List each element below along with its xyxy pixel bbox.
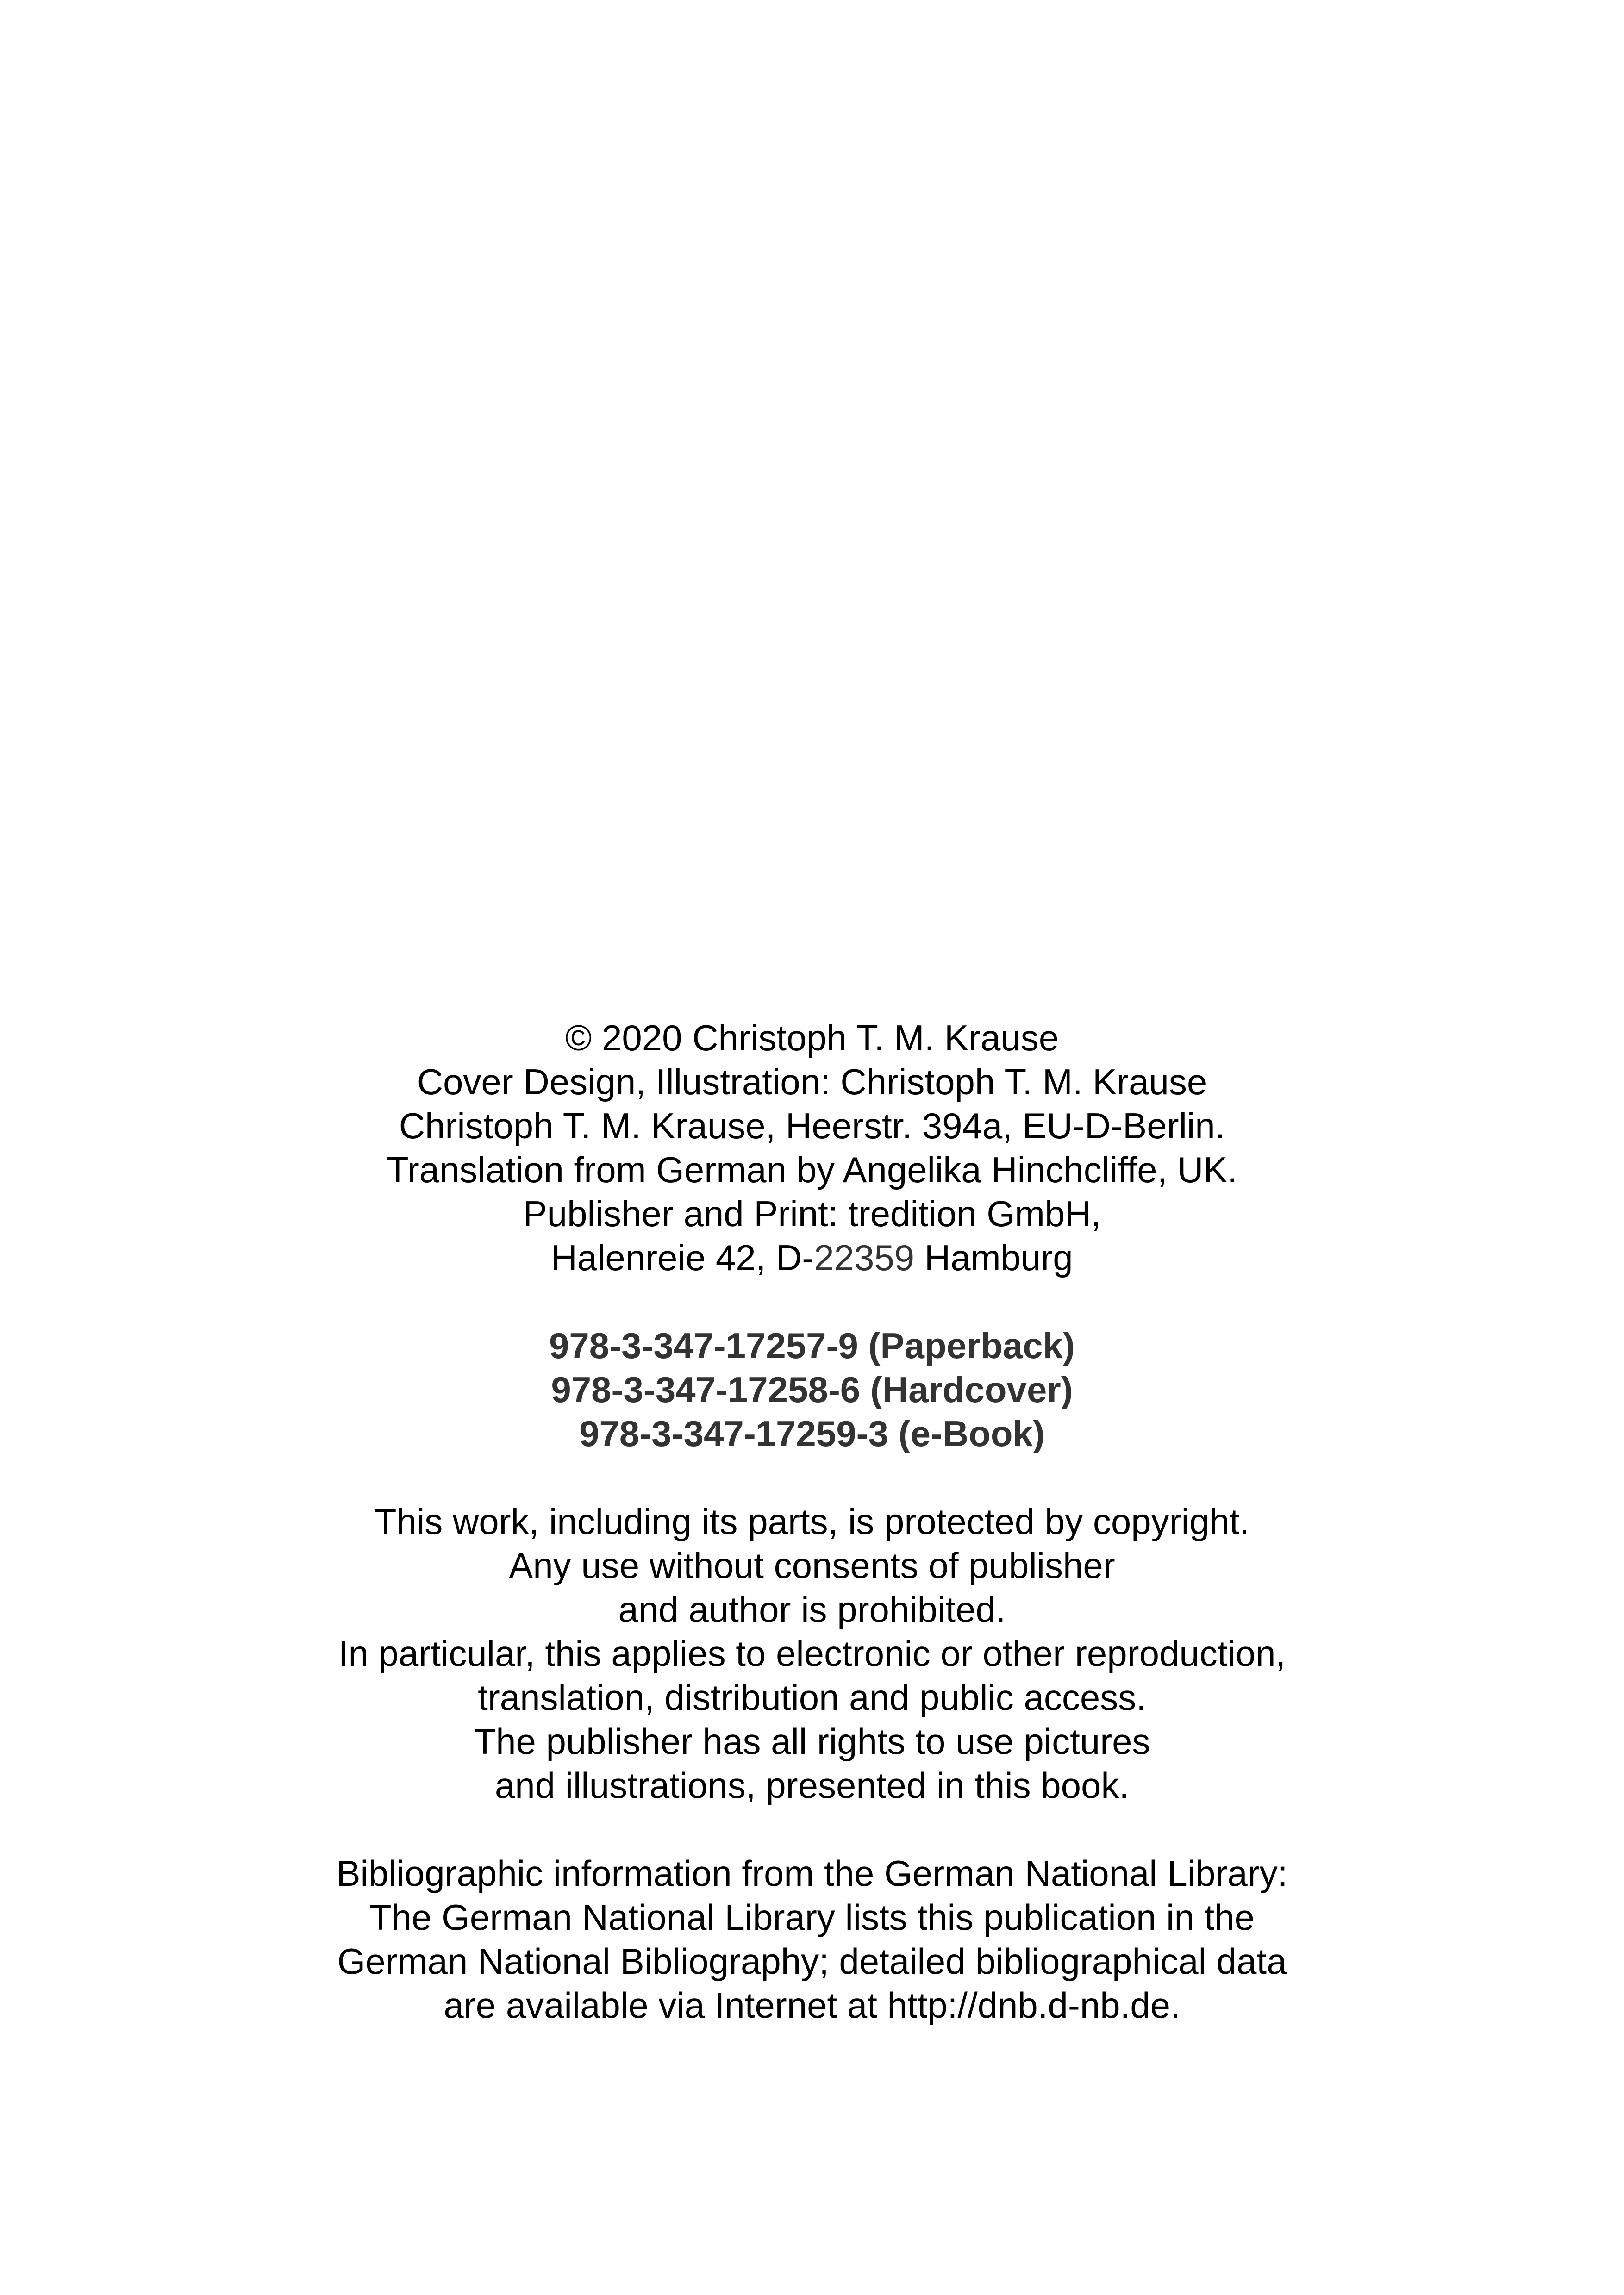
isbn-ebook: 978-3-347-17259-3 (e-Book)	[579, 1413, 1045, 1454]
rights-line: and author is prohibited.	[618, 1589, 1006, 1630]
author-address-line: Christoph T. M. Krause, Heerstr. 394a, EU-D-Berlin.	[399, 1105, 1225, 1146]
rights-line: Any use without consents of publisher	[509, 1545, 1115, 1586]
bibliographic-line: are available via Internet at http://dnb.d-nb.de.	[443, 1985, 1181, 2026]
rights-line: The publisher has all rights to use pictures	[474, 1721, 1150, 1762]
cover-design-line: Cover Design, Illustration: Christoph T. M. Krause	[417, 1061, 1207, 1102]
imprint-block	[0, 1016, 1624, 2027]
rights-line: and illustrations, presented in this book.	[494, 1765, 1130, 1806]
translation-line: Translation from German by Angelika Hinchcliffe, UK.	[386, 1149, 1238, 1190]
bibliographic-line: Bibliographic information from the German National Library:	[336, 1853, 1288, 1894]
rights-line: This work, including its parts, is protected by copyright.	[374, 1501, 1250, 1542]
rights-line: In particular, this applies to electronic or other reproduction,	[338, 1633, 1286, 1674]
isbn-paperback: 978-3-347-17257-9 (Paperback)	[549, 1325, 1075, 1366]
spacer	[0, 1808, 1624, 1852]
publisher-zip: 22359	[814, 1237, 915, 1278]
rights-line: translation, distribution and public access.	[478, 1677, 1146, 1718]
spacer	[0, 1456, 1624, 1500]
bibliographic-line: The German National Library lists this publication in the	[369, 1897, 1255, 1938]
copyright-line: © 2020 Christoph T. M. Krause	[565, 1017, 1059, 1058]
publisher-city: Hamburg	[914, 1237, 1073, 1278]
publisher-address-line	[0, 1236, 1624, 1280]
publisher-street: Halenreie 42, D-	[551, 1237, 814, 1278]
isbn-hardcover: 978-3-347-17258-6 (Hardcover)	[551, 1369, 1073, 1410]
spacer	[0, 1280, 1624, 1324]
publisher-line: Publisher and Print: tredition GmbH,	[523, 1193, 1101, 1234]
bibliographic-line: German National Bibliography; detailed bibliographical data	[337, 1941, 1287, 1982]
